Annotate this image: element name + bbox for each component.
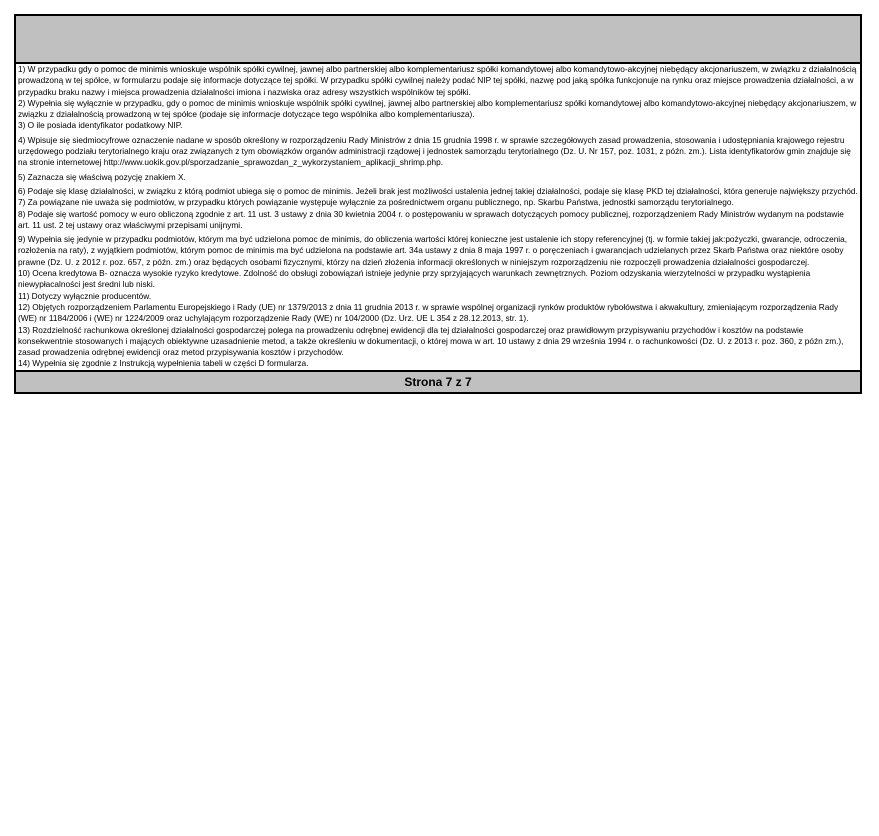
- footnote-6: 6) Podaje się klasę działalności, w związku z którą podmiot ubiega się o pomoc de minimis. Jeżeli brak jest możliwości ustalenia jednej takiej działalności, podaje się klasę PKD tej działalności, która generuje największy przychód.: [18, 185, 858, 196]
- footnote-13: 13) Rozdzielność rachunkowa określonej działalności gospodarczej polega na prowadzeniu odrębnej ewidencji dla tej działalności gospodarczej oraz prawidłowym przypisywaniu przychodów i kosztów na podstawie konsekwentnie stosowanych i mających obiektywne uzasadnienie metod, a także określeniu w dokumentacji, o której mowa w art. 10 ustawy z dnia 29 września 1994 r. o rachunkowości (Dz. U. z 2013 r. poz. 360, z późn zm.), zasad prowadzenia odrębnej ewidencji oraz metod przypisywania kosztów i przychodów.: [18, 324, 844, 358]
- header-band: [16, 16, 860, 64]
- footnote-8: 8) Podaje się wartość pomocy w euro obliczoną zgodnie z art. 11 ust. 3 ustawy z dnia 30 kwietnia 2004 r. o postępowaniu w sprawach dotyczących pomocy publicznej, rozporządzeniem Rady Ministrów wydanym na podstawie art. 11 ust. 2 tej ustawy oraz właściwymi przepisami unijnymi.: [18, 208, 844, 230]
- footnote-4: 4) Wpisuje się siedmiocyfrowe oznaczenie nadane w sposób określony w rozporządzeniu Rady Ministrów z dnia 15 grudnia 1998 r. w sprawie szczegółowych zasad prowadzenia, stosowania i udostępniania krajowego rejestru urzędowego podziału terytorialnego kraju oraz związanych z tym obowiązków organów administracji rządowej i jednostek samorządu terytorialnego (Dz. U. Nr 157, poz. 1031, z późn. zm.). Lista identyfikatorów gmin znajduje się na stronie internetowej http://www.uokik.gov.pl/sporzadzanie_sprawozdan_z_wykorzystaniem_aplikacji_shrimp.php.: [18, 134, 851, 168]
- page-number: Strona 7 z 7: [404, 374, 472, 389]
- footnote-10: 10) Ocena kredytowa B- oznacza wysokie ryzyko kredytowe. Zdolność do obsługi zobowiązań istnieje jedynie przy sprzyjających warunkach zewnętrznych. Poziom odzyskania wierzytelności w przypadku wystąpienia niewypłacalności jest średni lub niski.: [18, 268, 811, 290]
- footnotes-list: [16, 64, 860, 370]
- footnote-12: 12) Objętych rozporządzeniem Parlamentu Europejskiego i Rady (UE) nr 1379/2013 z dnia 11 grudnia 2013 r. w sprawie wspólnej organizacji rynków produktów rybołówstwa i akwakultury, zmieniającym rozporządzenia Rady (WE) nr 1184/2006 i (WE) nr 1224/2009 oraz uchylającym rozporządzenie Rady (WE) nr 104/2000 (Dz. Urz. UE L 354 z 28.12.2013, str. 1).: [18, 301, 839, 324]
- footnote-5: 5) Zaznacza się właściwą pozycję znakiem X.: [18, 171, 186, 182]
- footnote-3: 3) O ile posiada identyfikator podatkowy NIP.: [18, 120, 183, 131]
- page-footer: [16, 370, 860, 392]
- footnote-1: 1) W przypadku gdy o pomoc de minimis wnioskuje wspólnik spółki cywilnej, jawnej albo partnerskiej albo komplementariusz spółki komandytowej albo komandytowo-akcyjnej niebędący akcjonariuszem, w związku z działalnością prowadzoną w tej spółce, w formularzu podaje się informacje dotyczące tej spółki. W przypadku spółki cywilnej należy podać NIP tej spółki, nazwę pod jaką spółka funkcjonuje na rynku oraz miejsce prowadzenia działalności, a w przypadku braku nazwy i miejsca prowadzenia działalności imiona i nazwiska oraz adresy wszystkich wspólników tej spółki.: [18, 64, 857, 97]
- footnote-2: 2) Wypełnia się wyłącznie w przypadku, gdy o pomoc de minimis wnioskuje wspólnik spółki cywilnej, jawnej albo partnerskiej albo komplementariusz spółki komandytowej albo komandytowo-akcyjnej niebędący akcjonariuszem, w związku z działalnością prowadzoną w tej spółce (podaje się informacje dotyczące tego wspólnika albo komplementariusza).: [18, 97, 857, 120]
- footnote-9: 9) Wypełnia się jedynie w przypadku podmiotów, którym ma być udzielona pomoc de minimis, do obliczenia wartości której konieczne jest ustalenie ich stopy referencyjnej (tj. w formie takiej jak:pożyczki, gwarancje, odroczenia, rozłożenia na raty), z wyjątkiem podmiotów, którym pomoc de minimis ma być udzielona na podstawie art. 34a ustawy z dnia 8 maja 1997 r. o poręczeniach i gwarancjach udzielanych przez Skarb Państwa oraz niektóre osoby prawne (Dz. U. z 2012 r. poz. 657, z późn. zm.) oraz będących osobami fizycznymi, którzy na dzień złożenia informacji określonych w niniejszym rozporządzeniu nie rozpoczęli prowadzenia działalności gospodarczej.: [18, 234, 848, 267]
- footnote-14: 14) Wypełnia się zgodnie z Instrukcją wypełnienia tabeli w części D formularza.: [18, 358, 309, 369]
- footnote-11: 11) Dotyczy wyłącznie producentów.: [18, 290, 152, 301]
- footnote-7: 7) Za powiązane nie uważa się podmiotów, w przypadku których powiązanie występuje wyłącznie za pośrednictwem organu publicznego, np. Skarbu Państwa, jednostki samorządu terytorialnego.: [18, 197, 734, 208]
- form-page: [14, 14, 862, 394]
